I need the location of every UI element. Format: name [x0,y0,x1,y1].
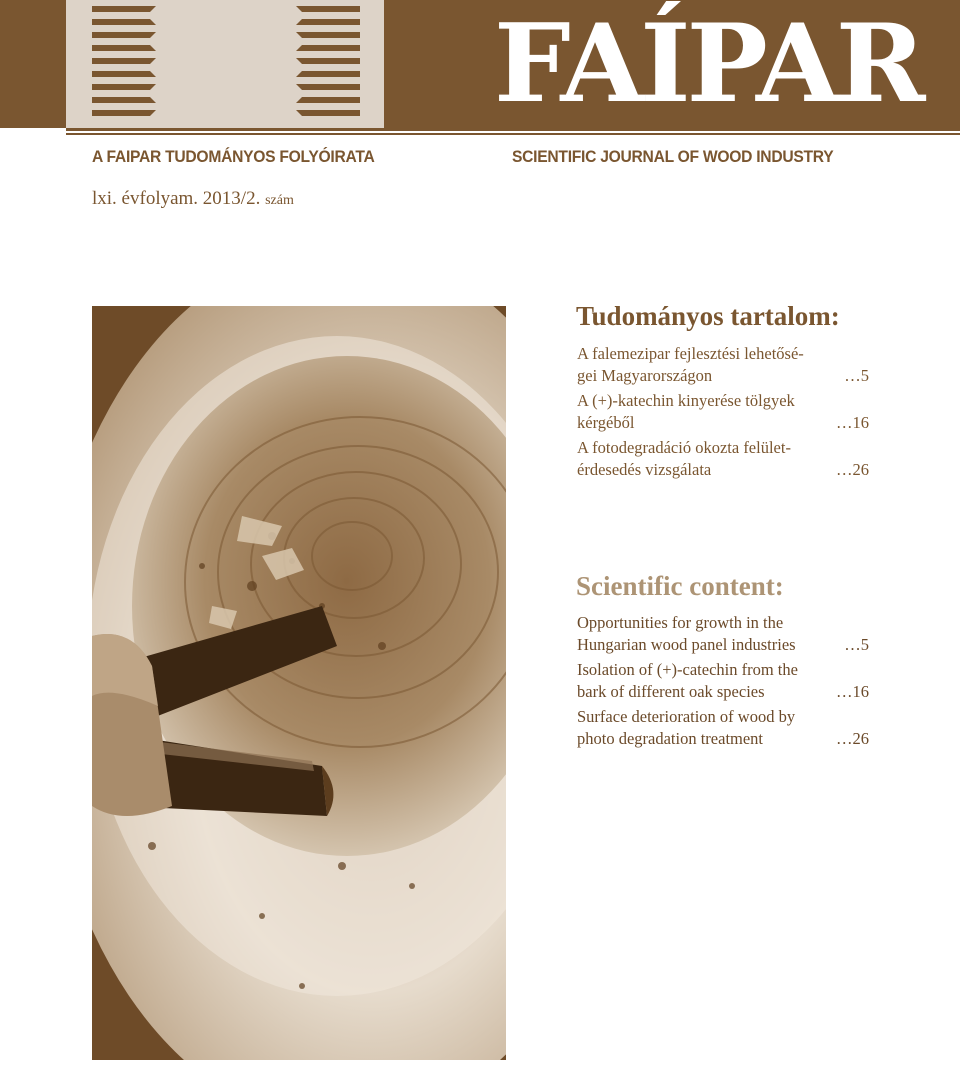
toc-item-line: A fotodegradáció okozta felület- [577,438,791,457]
toc-item-hu-3[interactable] [577,437,869,481]
header-rule-top [66,128,960,131]
header-rule-thin [66,133,960,135]
toc-title-en: Scientific content: [576,571,784,601]
faipar-logo: FAÍPAR [494,1,922,127]
toc-item-en-1[interactable] [577,612,869,656]
toc-item-line: A (+)-katechin kinyerése tölgyek [577,391,795,410]
wood-shaving-decoration [66,0,384,128]
cover-photo [92,306,506,1060]
toc-title-hu: Tudományos tartalom: [576,301,840,331]
toc-item-line: Surface deterioration of wood by [577,707,796,726]
toc-item-line: Isolation of (+)-catechin from the [577,660,798,679]
toc-page-number: …26 [836,729,869,748]
toc-item-hu-1[interactable] [577,343,869,387]
toc-item-line: Hungarian wood panel industries [577,635,796,654]
toc-page-number: …5 [844,366,869,385]
toc-item-line: gei Magyarországon [577,366,713,385]
toc-item-line: bark of different oak species [577,682,765,701]
wood-turning-illustration [92,306,506,1060]
toc-page-number: …16 [836,413,869,432]
toc-item-line: A falemezipar fejlesztési lehetősé- [577,344,804,363]
toc-item-line: photo degradation treatment [577,729,764,748]
toc-item-line: kérgéből [577,413,635,432]
volume-main: lxi. évfolyam. 2013/2. [92,188,261,209]
zigzag-pattern-icon [66,0,384,128]
toc-item-line: Opportunities for growth in the [577,613,784,632]
toc-item-en-2[interactable] [577,659,869,703]
volume-info [92,188,294,210]
toc-page-number: …5 [844,635,869,654]
toc-item-line: érdesedés vizsgálata [577,460,712,479]
toc-page-number: …16 [836,682,869,701]
toc-item-hu-2[interactable] [577,390,869,434]
toc-page-number: …26 [836,460,869,479]
volume-suffix: szám [265,193,294,208]
journal-title-en: SCIENTIFIC JOURNAL OF WOOD INDUSTRY [512,147,834,166]
journal-title-hu: A FAIPAR TUDOMÁNYOS FOLYÓIRATA [92,147,375,166]
toc-item-en-3[interactable] [577,706,869,750]
